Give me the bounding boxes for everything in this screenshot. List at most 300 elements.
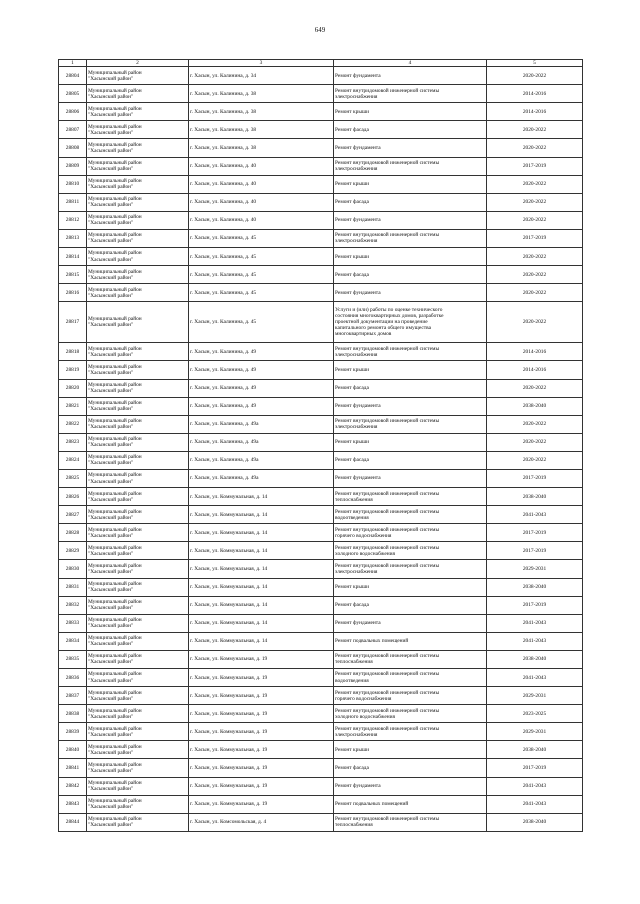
municipality-line: Муниципальный район (88, 196, 142, 203)
municipality-line: "Хасынский район" (88, 677, 134, 684)
registry-table (58, 59, 583, 832)
period-cell: 2041-2043 (487, 614, 583, 632)
work-type-line: горячего водоснабжения (335, 695, 392, 702)
row-number-cell: 28816 (59, 284, 87, 302)
address-cell: г. Хасын, ул. Коммунальная, д. 19 (189, 741, 334, 759)
municipality-cell (87, 193, 189, 211)
municipality-line: "Хасынский район" (88, 532, 134, 539)
period-cell: 2020-2022 (487, 266, 583, 284)
address-cell: г. Хасын, ул. Калинина, д. 45 (189, 284, 334, 302)
row-number-cell: 28817 (59, 302, 87, 343)
address-cell: г. Хасын, ул. Калинина, д. 40 (189, 193, 334, 211)
table-row (59, 103, 583, 121)
table-row (59, 524, 583, 542)
municipality-cell (87, 175, 189, 193)
row-number-cell: 28815 (59, 266, 87, 284)
municipality-line: Муниципальный район (88, 689, 142, 696)
work-type-line: Ремонт фундамента (335, 783, 381, 790)
work-type-line: Ремонт фасада (335, 602, 369, 609)
municipality-line: "Хасынский район" (88, 369, 134, 376)
table-row (59, 741, 583, 759)
table-row (59, 85, 583, 103)
work-type-line: Ремонт фундамента (335, 620, 381, 627)
period-cell: 2017-2019 (487, 596, 583, 614)
period-cell: 2014-2016 (487, 85, 583, 103)
municipality-line: Муниципальный район (88, 743, 142, 750)
municipality-line: Муниципальный район (88, 400, 142, 407)
municipality-cell (87, 415, 189, 433)
municipality-cell (87, 596, 189, 614)
work-type-line: Ремонт подвальных помещений (335, 638, 409, 645)
municipality-line: "Хасынский район" (88, 184, 134, 191)
address-cell: г. Хасын, ул. Коммунальная, д. 14 (189, 596, 334, 614)
work-type-cell (334, 302, 487, 343)
row-number-cell: 28813 (59, 229, 87, 247)
work-type-cell (334, 632, 487, 650)
municipality-cell (87, 506, 189, 524)
municipality-line: "Хасынский район" (88, 695, 134, 702)
municipality-line: Муниципальный район (88, 87, 142, 94)
work-type-cell (334, 121, 487, 139)
row-number-cell: 28831 (59, 578, 87, 596)
municipality-cell (87, 433, 189, 451)
address-cell: г. Хасын, ул. Коммунальная, д. 19 (189, 705, 334, 723)
work-type-cell (334, 415, 487, 433)
column-header: 1 (59, 60, 87, 67)
municipality-line: "Хасынский район" (88, 514, 134, 521)
period-cell: 2020-2022 (487, 175, 583, 193)
table-row (59, 669, 583, 687)
table-row (59, 121, 583, 139)
address-cell: г. Хасын, ул. Коммунальная, д. 19 (189, 723, 334, 741)
municipality-line: Муниципальный район (88, 232, 142, 239)
municipality-cell (87, 469, 189, 487)
work-type-line: электроснабжения (335, 238, 378, 245)
table-row (59, 596, 583, 614)
work-type-cell (334, 361, 487, 379)
municipality-cell (87, 632, 189, 650)
municipality-line: Муниципальный район (88, 780, 142, 787)
municipality-line: "Хасынский район" (88, 749, 134, 756)
row-number-cell: 28820 (59, 379, 87, 397)
period-cell: 2020-2022 (487, 415, 583, 433)
work-type-cell (334, 506, 487, 524)
row-number-cell: 28809 (59, 157, 87, 175)
page-number: 649 (314, 26, 326, 34)
municipality-line: "Хасынский район" (88, 768, 134, 775)
municipality-line: Муниципальный район (88, 761, 142, 768)
work-type-line: состояния многоквартирных домов, разработке (335, 313, 444, 320)
work-type-cell (334, 777, 487, 795)
row-number-cell: 28807 (59, 121, 87, 139)
period-cell: 2041-2043 (487, 669, 583, 687)
period-cell: 2020-2022 (487, 193, 583, 211)
period-cell: 2017-2019 (487, 157, 583, 175)
municipality-line: Муниципальный район (88, 123, 142, 130)
period-cell: 2020-2022 (487, 121, 583, 139)
municipality-cell (87, 121, 189, 139)
municipality-cell (87, 157, 189, 175)
address-cell: г. Хасын, ул. Калинина, д. 49а (189, 451, 334, 469)
work-type-line: Ремонт фасада (335, 764, 369, 771)
table-row (59, 157, 583, 175)
municipality-line: "Хасынский район" (88, 202, 134, 209)
address-cell: г. Хасын, ул. Калинина, д. 49а (189, 433, 334, 451)
work-type-line: Ремонт фасада (335, 457, 369, 464)
table-row (59, 560, 583, 578)
work-type-line: горячего водоснабжения (335, 532, 392, 539)
table-row (59, 614, 583, 632)
work-type-cell (334, 560, 487, 578)
work-type-line: проектной документации на проведение (335, 319, 428, 326)
work-type-line: электроснабжения (335, 424, 378, 431)
address-cell: г. Хасын, ул. Калинина, д. 45 (189, 302, 334, 343)
work-type-cell (334, 488, 487, 506)
address-cell: г. Хасын, ул. Калинина, д. 45 (189, 229, 334, 247)
work-type-line: электроснабжения (335, 731, 378, 738)
work-type-cell (334, 284, 487, 302)
period-cell: 2020-2022 (487, 248, 583, 266)
address-cell: г. Хасын, ул. Калинина, д. 49 (189, 361, 334, 379)
address-cell: г. Хасын, ул. Коммунальная, д. 19 (189, 777, 334, 795)
row-number-cell: 28840 (59, 741, 87, 759)
address-cell: г. Хасын, ул. Калинина, д. 49 (189, 397, 334, 415)
municipality-line: "Хасынский район" (88, 804, 134, 811)
work-type-line: Ремонт крыши (335, 181, 369, 188)
municipality-line: Муниципальный район (88, 345, 142, 352)
row-number-cell: 28839 (59, 723, 87, 741)
municipality-cell (87, 488, 189, 506)
table-row (59, 433, 583, 451)
municipality-line: "Хасынский район" (88, 822, 134, 829)
address-cell: г. Хасын, ул. Коммунальная, д. 14 (189, 560, 334, 578)
municipality-line: "Хасынский район" (88, 713, 134, 720)
municipality-line: Муниципальный район (88, 418, 142, 425)
municipality-line: "Хасынский район" (88, 605, 134, 612)
municipality-line: "Хасынский район" (88, 166, 134, 173)
work-type-line: электроснабжения (335, 568, 378, 575)
municipality-line: Муниципальный район (88, 562, 142, 569)
row-number-cell: 28825 (59, 469, 87, 487)
address-cell: г. Хасын, ул. Калинина, д. 40 (189, 157, 334, 175)
municipality-cell (87, 248, 189, 266)
work-type-line: Ремонт внутридомовой инженерной системы (335, 490, 440, 497)
address-cell: г. Хасын, ул. Комсомольская, д. 4 (189, 813, 334, 831)
municipality-line: Муниципальный район (88, 381, 142, 388)
work-type-line: Ремонт внутридомовой инженерной системы (335, 87, 440, 94)
municipality-line: Муниципальный район (88, 653, 142, 660)
table-body (59, 67, 583, 832)
table-row (59, 397, 583, 415)
period-cell: 2017-2019 (487, 524, 583, 542)
work-type-line: Ремонт крыши (335, 108, 369, 115)
municipality-cell (87, 723, 189, 741)
work-type-line: Ремонт внутридомовой инженерной системы (335, 345, 440, 352)
work-type-cell (334, 266, 487, 284)
period-cell: 2038-2040 (487, 650, 583, 668)
municipality-cell (87, 397, 189, 415)
address-cell: г. Хасын, ул. Коммунальная, д. 14 (189, 614, 334, 632)
table-row (59, 67, 583, 85)
row-number-cell: 28818 (59, 343, 87, 361)
period-cell: 2038-2040 (487, 578, 583, 596)
period-cell: 2017-2019 (487, 759, 583, 777)
period-cell: 2020-2022 (487, 67, 583, 85)
work-type-cell (334, 103, 487, 121)
municipality-line: Муниципальный район (88, 526, 142, 533)
work-type-line: Ремонт внутридомовой инженерной системы (335, 707, 440, 714)
work-type-cell (334, 139, 487, 157)
address-cell: г. Хасын, ул. Калинина, д. 38 (189, 85, 334, 103)
work-type-line: Ремонт внутридомовой инженерной системы (335, 544, 440, 551)
work-type-line: Ремонт внутридомовой инженерной системы (335, 232, 440, 239)
municipality-line: Муниципальный район (88, 454, 142, 461)
work-type-line: Ремонт внутридомовой инженерной системы (335, 160, 440, 167)
row-number-cell: 28844 (59, 813, 87, 831)
work-type-line: Ремонт крыши (335, 746, 369, 753)
municipality-line: Муниципальный район (88, 798, 142, 805)
period-cell: 2038-2040 (487, 397, 583, 415)
work-type-line: Ремонт фасада (335, 385, 369, 391)
work-type-line: Ремонт внутридомовой инженерной системы (335, 689, 440, 696)
work-type-cell (334, 433, 487, 451)
period-cell: 2017-2019 (487, 469, 583, 487)
municipality-line: Муниципальный район (88, 286, 142, 293)
work-type-cell (334, 705, 487, 723)
work-type-cell (334, 723, 487, 741)
municipality-cell (87, 614, 189, 632)
work-type-line: Ремонт крыши (335, 584, 369, 591)
municipality-cell (87, 687, 189, 705)
municipality-line: Муниципальный район (88, 214, 142, 221)
column-header: 2 (87, 60, 189, 67)
municipality-line: "Хасынский район" (88, 641, 134, 648)
municipality-line: "Хасынский район" (88, 568, 134, 575)
municipality-cell (87, 741, 189, 759)
municipality-line: "Хасынский район" (88, 220, 134, 227)
municipality-line: Муниципальный район (88, 436, 142, 443)
municipality-cell (87, 379, 189, 397)
work-type-line: электроснабжения (335, 166, 378, 173)
municipality-cell (87, 85, 189, 103)
table-header-row (59, 60, 583, 67)
row-number-cell: 28810 (59, 175, 87, 193)
municipality-line: Муниципальный район (88, 816, 142, 823)
work-type-line: Ремонт фундамента (335, 403, 381, 410)
address-cell: г. Хасын, ул. Коммунальная, д. 14 (189, 632, 334, 650)
municipality-cell (87, 795, 189, 813)
municipality-cell (87, 302, 189, 343)
address-cell: г. Хасын, ул. Калинина, д. 38 (189, 103, 334, 121)
municipality-cell (87, 542, 189, 560)
table-row (59, 302, 583, 343)
work-type-line: Ремонт внутридомовой инженерной системы (335, 526, 440, 533)
municipality-line: "Хасынский район" (88, 460, 134, 467)
work-type-cell (334, 741, 487, 759)
work-type-cell (334, 343, 487, 361)
row-number-cell: 28823 (59, 433, 87, 451)
work-type-line: Ремонт фундамента (335, 144, 381, 151)
municipality-line: Муниципальный район (88, 707, 142, 714)
work-type-cell (334, 67, 487, 85)
row-number-cell: 28808 (59, 139, 87, 157)
address-cell: г. Хасын, ул. Коммунальная, д. 14 (189, 506, 334, 524)
work-type-line: Ремонт подвальных помещений (335, 801, 409, 808)
address-cell: г. Хасын, ул. Калинина, д. 38 (189, 121, 334, 139)
row-number-cell: 28834 (59, 632, 87, 650)
period-cell: 2020-2022 (487, 284, 583, 302)
work-type-cell (334, 813, 487, 831)
municipality-line: "Хасынский район" (88, 478, 134, 485)
municipality-line: "Хасынский район" (88, 424, 134, 431)
address-cell: г. Хасын, ул. Коммунальная, д. 14 (189, 488, 334, 506)
work-type-cell (334, 379, 487, 397)
work-type-line: электроснабжения (335, 93, 378, 100)
work-type-cell (334, 157, 487, 175)
address-cell: г. Хасын, ул. Калинина, д. 49а (189, 469, 334, 487)
work-type-line: теплоснабжения (335, 822, 373, 829)
work-type-line: Ремонт фасада (335, 271, 369, 278)
work-type-cell (334, 687, 487, 705)
municipality-line: "Хасынский район" (88, 623, 134, 630)
municipality-line: Муниципальный район (88, 580, 142, 587)
period-cell: 2041-2043 (487, 506, 583, 524)
work-type-line: электроснабжения (335, 351, 378, 358)
municipality-line: Муниципальный район (88, 472, 142, 479)
municipality-line: "Хасынский район" (88, 256, 134, 263)
work-type-line: многоквартирных домов (335, 331, 392, 338)
municipality-cell (87, 451, 189, 469)
table-row (59, 193, 583, 211)
work-type-line: Ремонт внутридомовой инженерной системы (335, 725, 440, 732)
address-cell: г. Хасын, ул. Калинина, д. 40 (189, 175, 334, 193)
period-cell: 2020-2022 (487, 451, 583, 469)
municipality-line: "Хасынский район" (88, 93, 134, 100)
table-row (59, 488, 583, 506)
municipality-line: Муниципальный район (88, 635, 142, 642)
row-number-cell: 28826 (59, 488, 87, 506)
work-type-cell (334, 211, 487, 229)
municipality-line: Муниципальный район (88, 250, 142, 257)
row-number-cell: 28842 (59, 777, 87, 795)
municipality-line: Муниципальный район (88, 178, 142, 185)
municipality-line: "Хасынский район" (88, 292, 134, 299)
municipality-line: "Хасынский район" (88, 388, 134, 395)
municipality-line: Муниципальный район (88, 69, 142, 76)
municipality-line: "Хасынский район" (88, 587, 134, 594)
table-row (59, 687, 583, 705)
address-cell: г. Хасын, ул. Коммунальная, д. 14 (189, 542, 334, 560)
column-header: 5 (487, 60, 583, 67)
municipality-line: "Хасынский район" (88, 75, 134, 82)
table-row (59, 248, 583, 266)
address-cell: г. Хасын, ул. Коммунальная, д. 19 (189, 669, 334, 687)
row-number-cell: 28836 (59, 669, 87, 687)
table-row (59, 469, 583, 487)
work-type-cell (334, 578, 487, 596)
table-row (59, 343, 583, 361)
municipality-line: "Хасынский район" (88, 322, 134, 329)
row-number-cell: 28821 (59, 397, 87, 415)
municipality-cell (87, 103, 189, 121)
period-cell: 2014-2016 (487, 103, 583, 121)
table-row (59, 542, 583, 560)
municipality-line: Муниципальный район (88, 725, 142, 732)
municipality-line: "Хасынский район" (88, 406, 134, 413)
period-cell: 2014-2016 (487, 361, 583, 379)
column-header: 3 (189, 60, 334, 67)
work-type-cell (334, 524, 487, 542)
municipality-cell (87, 67, 189, 85)
work-type-line: Ремонт внутридомовой инженерной системы (335, 562, 440, 569)
address-cell: г. Хасын, ул. Коммунальная, д. 14 (189, 578, 334, 596)
municipality-line: Муниципальный район (88, 268, 142, 275)
row-number-cell: 28829 (59, 542, 87, 560)
work-type-line: теплоснабжения (335, 659, 373, 666)
period-cell: 2038-2040 (487, 741, 583, 759)
work-type-line: Ремонт внутридомовой инженерной системы (335, 653, 440, 660)
work-type-line: водоотведения (335, 677, 369, 684)
table-row (59, 361, 583, 379)
row-number-cell: 28814 (59, 248, 87, 266)
table-row (59, 759, 583, 777)
address-cell: г. Хасын, ул. Калинина, д. 49а (189, 415, 334, 433)
work-type-line: Ремонт фасада (335, 199, 369, 206)
municipality-line: Муниципальный район (88, 617, 142, 624)
municipality-line: "Хасынский район" (88, 786, 134, 793)
municipality-line: "Хасынский район" (88, 731, 134, 738)
work-type-cell (334, 614, 487, 632)
work-type-line: Ремонт крыши (335, 253, 369, 260)
table-row (59, 175, 583, 193)
period-cell: 2029-2031 (487, 687, 583, 705)
municipality-line: Муниципальный район (88, 544, 142, 551)
period-cell: 2041-2043 (487, 795, 583, 813)
municipality-cell (87, 361, 189, 379)
table-row (59, 777, 583, 795)
municipality-cell (87, 813, 189, 831)
municipality-line: Муниципальный район (88, 508, 142, 515)
work-type-cell (334, 759, 487, 777)
row-number-cell: 28828 (59, 524, 87, 542)
work-type-cell (334, 542, 487, 560)
work-type-cell (334, 451, 487, 469)
row-number-cell: 28819 (59, 361, 87, 379)
work-type-line: теплоснабжения (335, 496, 373, 503)
work-type-line: Ремонт крыши (335, 439, 369, 446)
table-row (59, 284, 583, 302)
table-row (59, 632, 583, 650)
period-cell: 2029-2031 (487, 560, 583, 578)
municipality-line: "Хасынский район" (88, 442, 134, 449)
work-type-line: Ремонт внутридомовой инженерной системы (335, 418, 440, 425)
address-cell: г. Хасын, ул. Коммунальная, д. 19 (189, 687, 334, 705)
row-number-cell: 28838 (59, 705, 87, 723)
work-type-cell (334, 795, 487, 813)
municipality-cell (87, 524, 189, 542)
row-number-cell: 28833 (59, 614, 87, 632)
period-cell: 2041-2043 (487, 777, 583, 795)
work-type-cell (334, 469, 487, 487)
municipality-cell (87, 650, 189, 668)
table-row (59, 266, 583, 284)
row-number-cell: 28837 (59, 687, 87, 705)
period-cell: 2017-2019 (487, 542, 583, 560)
work-type-line: капитального ремонта общего имущества (335, 325, 431, 332)
address-cell: г. Хасын, ул. Коммунальная, д. 19 (189, 795, 334, 813)
work-type-line: холодного водоснабжения (335, 713, 395, 720)
table-row (59, 705, 583, 723)
